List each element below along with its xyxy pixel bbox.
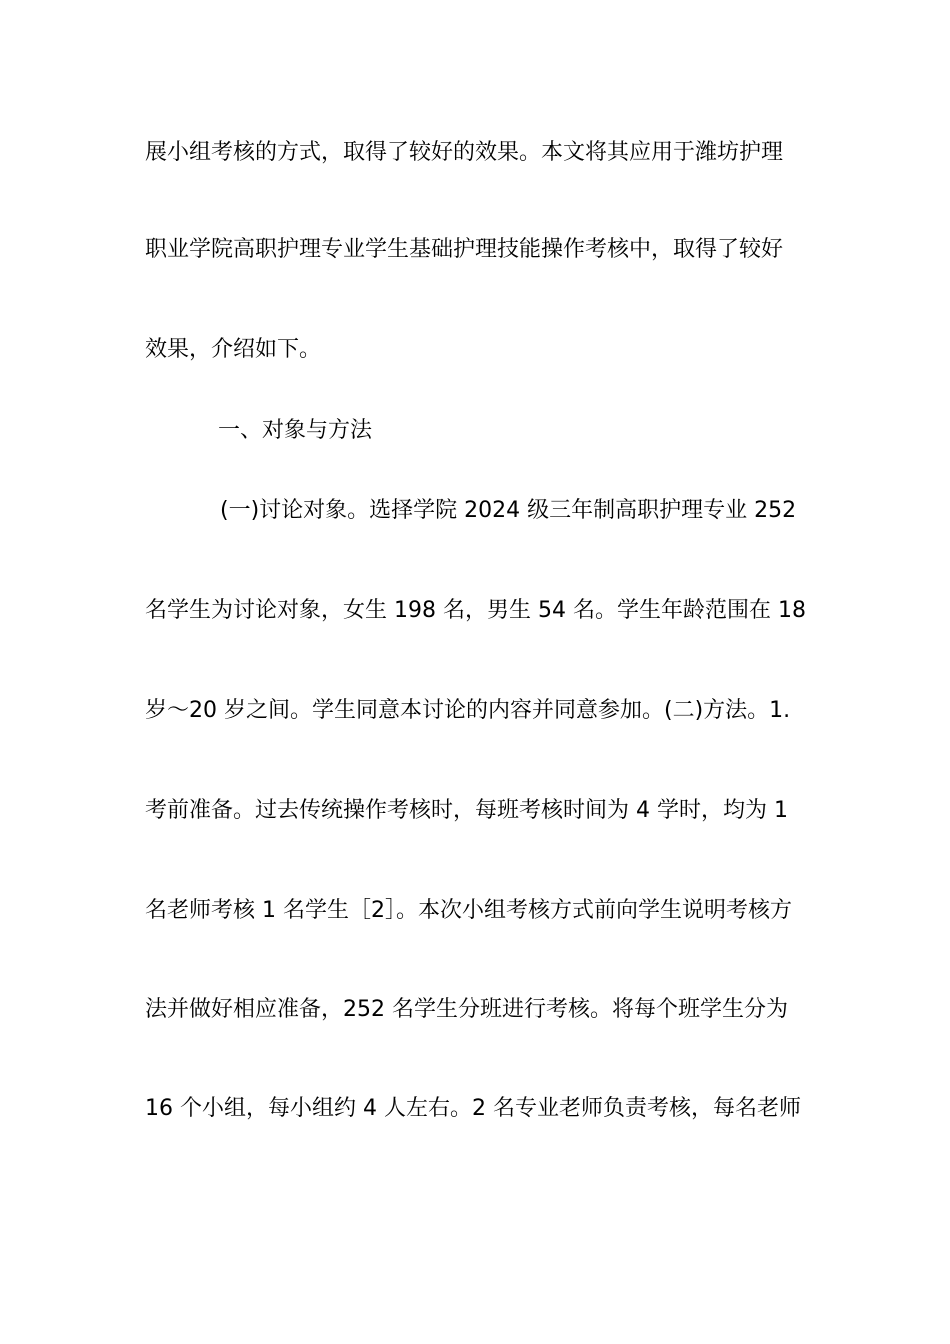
text-line: 名老师考核 1 名学生［2］。本次小组考核方式前向学生说明考核方	[145, 898, 792, 923]
text-line: 法并做好相应准备，252 名学生分班进行考核。将每个班学生分为	[145, 997, 788, 1022]
text-line: (一)讨论对象。选择学院 2024 级三年制高职护理专业 252	[220, 498, 797, 523]
text-line: 名学生为讨论对象，女生 198 名，男生 54 名。学生年龄范围在 18	[145, 598, 806, 623]
text-line: 效果，介绍如下。	[145, 337, 322, 362]
text-line: 展小组考核的方式，取得了较好的效果。本文将其应用于潍坊护理	[145, 140, 784, 165]
text-line: 岁～20 岁之间。学生同意本讨论的内容并同意参加。(二)方法。1.	[145, 698, 791, 723]
text-line: 考前准备。过去传统操作考核时，每班考核时间为 4 学时，均为 1	[145, 798, 788, 823]
text-line: 职业学院高职护理专业学生基础护理技能操作考核中，取得了较好	[145, 237, 784, 262]
text-line: 16 个小组，每小组约 4 人左右。2 名专业老师负责考核，每名老师	[145, 1096, 801, 1121]
section-heading: 一、对象与方法	[218, 418, 373, 443]
